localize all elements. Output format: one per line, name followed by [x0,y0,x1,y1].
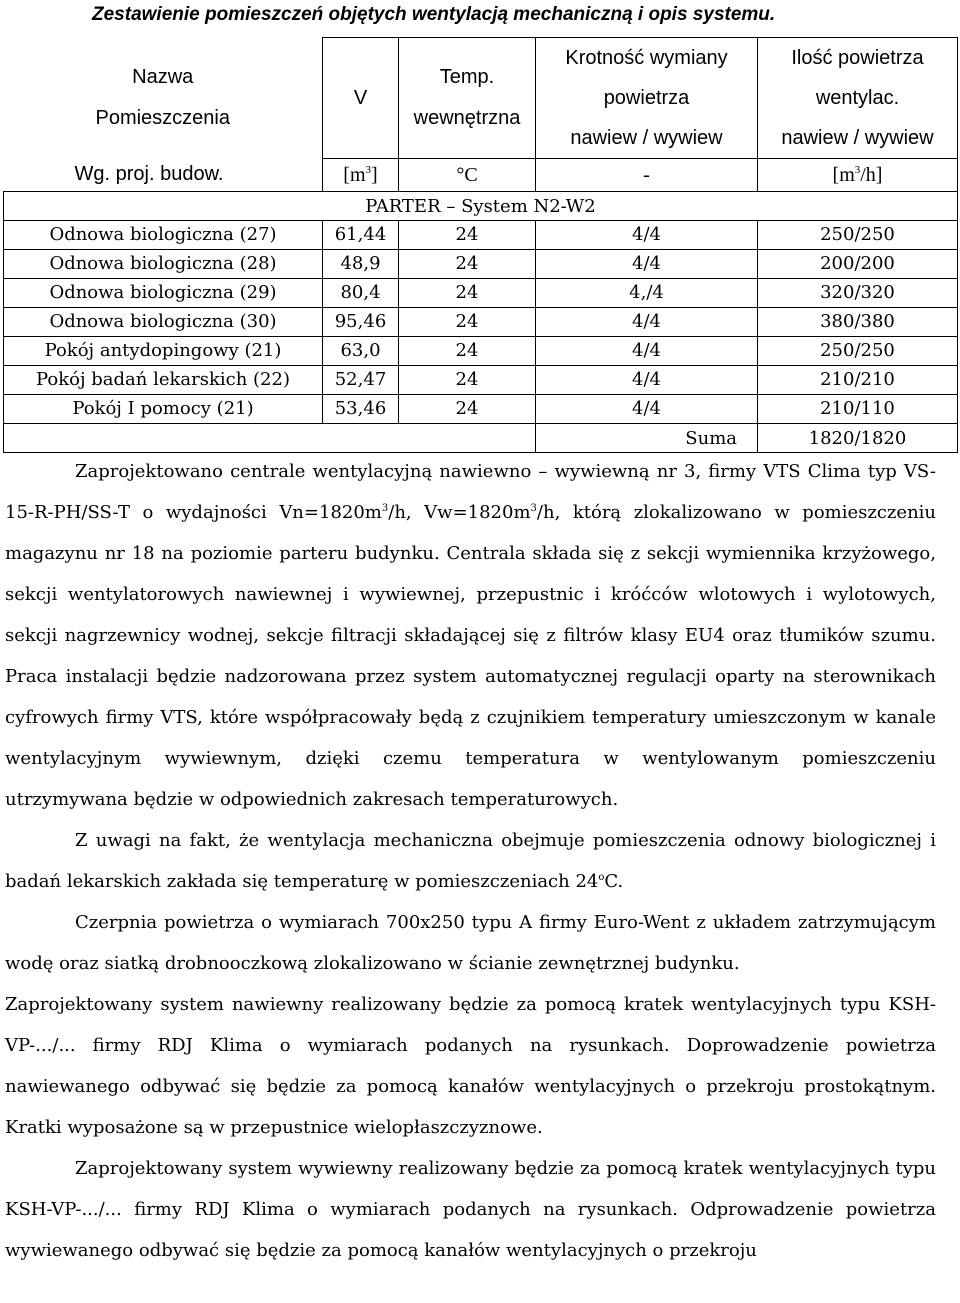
paragraph-temperature: Z uwagi na fakt, że wentylacja mechaniczna obejmuje pomieszczenia odnowy biologicznej i badań lekarskich zakłada się temperaturę w pomieszczeniach 24$^o$C. [5,830,936,892]
room-name-cell: Odnowa biologiczna (27) [4,221,323,250]
units-temperature: °C [399,159,536,192]
table-sum-row [4,424,958,453]
units-exchange: - [536,159,758,192]
room-name-cell: Odnowa biologiczna (28) [4,250,323,279]
airflow-cell: 210/110 [758,395,958,424]
airflow-cell: 320/320 [758,279,958,308]
ventilation-table [3,37,958,453]
sum-value: 1820/1820 [758,424,958,453]
airflow-cell: 250/250 [758,337,958,366]
exchange-cell: 4/4 [536,221,758,250]
volume-cell: 48,9 [323,250,399,279]
paragraph-air-intake: Czerpnia powietrza o wymiarach 700x250 typu A firmy Euro-Went z układem zatrzymującym wodę oraz siatką drobnooczkową zlokalizowano w ścianie zewnętrznej budynku. [5,912,936,974]
room-name-cell: Odnowa biologiczna (30) [4,308,323,337]
exchange-cell: 4,/4 [536,279,758,308]
temperature-cell: 24 [399,279,536,308]
temperature-cell: 24 [399,250,536,279]
temperature-cell: 24 [399,395,536,424]
room-name-cell: Pokój I pomocy (21) [4,395,323,424]
airflow-cell: 200/200 [758,250,958,279]
table-row [4,250,958,279]
volume-cell: 95,46 [323,308,399,337]
volume-cell: 80,4 [323,279,399,308]
table-row [4,279,958,308]
table-section-row [4,192,958,221]
table-row [4,221,958,250]
description-text [5,451,936,1271]
table-row [4,366,958,395]
sum-label: Suma [536,424,758,453]
volume-cell: 61,44 [323,221,399,250]
table-row [4,337,958,366]
section-label: PARTER – System N2-W2 [4,192,958,221]
header-air-volume: Ilość powietrza wentylac. nawiew / wywiew [758,38,958,159]
volume-cell: 53,46 [323,395,399,424]
exchange-cell: 4/4 [536,250,758,279]
table-header-row [4,38,958,159]
paragraph-exhaust-system: Zaprojektowany system wywiewny realizowany będzie za pomocą kratek wentylacyjnych typu KSH-VP-.../... firmy RDJ Klima o wymiarach podanych na rysunkach. Odprowadzenie powietrza wywiewanego odbywać się będzie za pomocą kanałów wentylacyjnych o przekroju [5,1158,936,1261]
header-temperature: Temp. wewnętrzna [399,38,536,159]
volume-cell: 52,47 [323,366,399,395]
paragraph-supply-system: Zaprojektowany system nawiewny realizowany będzie za pomocą kratek wentylacyjnych typu KSH-VP-.../... firmy RDJ Klima o wymiarach podanych na rysunkach. Doprowadzenie powietrza nawiewanego odbywać się będzie za pomocą kanałów wentylacyjnych o przekroju prostokątnym. Kratki wyposażone są w przepustnice wielopłaszczyznowe. [5,994,936,1138]
temperature-cell: 24 [399,221,536,250]
airflow-cell: 380/380 [758,308,958,337]
airflow-cell: 250/250 [758,221,958,250]
exchange-cell: 4/4 [536,366,758,395]
table-units-row [4,159,958,192]
room-name-cell: Odnowa biologiczna (29) [4,279,323,308]
exchange-cell: 4/4 [536,337,758,366]
header-air-exchange: Krotność wymiany powietrza nawiew / wywiew [536,38,758,159]
temperature-cell: 24 [399,337,536,366]
volume-cell: 63,0 [323,337,399,366]
exchange-cell: 4/4 [536,395,758,424]
temperature-cell: 24 [399,366,536,395]
units-air-volume: $[m^3/h]$ [758,159,958,192]
table-row [4,395,958,424]
units-volume: $[m^3]$ [323,159,399,192]
header-volume: V [323,38,399,159]
room-name-cell: Pokój antydopingowy (21) [4,337,323,366]
exchange-cell: 4/4 [536,308,758,337]
document-title: Zestawienie pomieszczeń objętych wentylacją mechaniczną i opis systemu. [92,4,776,25]
sum-spacer [4,424,536,453]
units-room-name: Wg. proj. budow. [74,163,224,186]
paragraph-central-unit: Zaprojektowano centrale wentylacyjną nawiewno – wywiewną nr 3, firmy VTS Clima typ VS-15-R-PH/SS-T o wydajności $Vn=1820m^3/h$, $Vw=1820m^3/h$, którą zlokalizowano w pomieszczeniu magazynu nr 18 na poziomie parteru budynku. Centrala składa się z sekcji wymiennika krzyżowego, sekcji wentylatorowych nawiewnej i wywiewnej, przepustnic i króćców wlotowych i wylotowych, sekcji nagrzewnicy wodnej, sekcje filtracji składającej się z filtrów klasy EU4 oraz tłumików szumu. Praca instalacji będzie nadzorowana przez system automatycznej regulacji oparty na sterownikach cyfrowych firmy VTS, które współpracowały będą z czujnikiem temperatury umieszczonym w kanale wentylacyjnym wywiewnym, dzięki czemu temperatura w wentylowanym pomieszczeniu utrzymywana będzie w odpowiednich zakresach temperaturowych. [5,461,937,810]
room-name-cell: Pokój badań lekarskich (22) [4,366,323,395]
airflow-cell: 210/210 [758,366,958,395]
temperature-cell: 24 [399,308,536,337]
header-room-name: Nazwa Pomieszczenia [95,66,230,129]
table-row [4,308,958,337]
